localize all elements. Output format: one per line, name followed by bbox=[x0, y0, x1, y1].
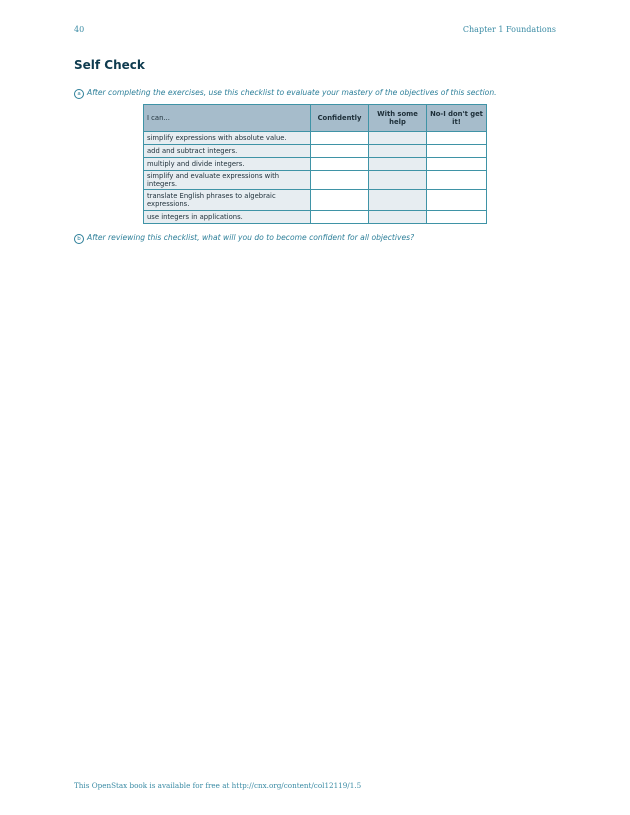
dont-get-it-cell[interactable] bbox=[427, 132, 487, 145]
table-row bbox=[144, 171, 487, 190]
instruction-b-text: After reviewing this checklist, what will you do to become confident for all objectives? bbox=[87, 233, 415, 242]
confidently-cell[interactable] bbox=[311, 158, 369, 171]
confidently-cell[interactable] bbox=[311, 190, 369, 211]
header-i-can: I can... bbox=[144, 105, 311, 132]
objective-label: simplify and evaluate expressions with integers. bbox=[144, 171, 311, 190]
self-check-checklist bbox=[143, 104, 487, 224]
dont-get-it-cell[interactable] bbox=[427, 145, 487, 158]
header-confidently: Confidently bbox=[311, 105, 369, 132]
confidently-cell[interactable] bbox=[311, 211, 369, 224]
confidently-cell[interactable] bbox=[311, 132, 369, 145]
dont-get-it-cell[interactable] bbox=[427, 190, 487, 211]
with-some-help-cell[interactable] bbox=[369, 211, 427, 224]
footer-availability-note: This OpenStax book is available for free at http://cnx.org/content/col12119/1.5 bbox=[74, 781, 362, 790]
circled-b-marker: b bbox=[74, 234, 84, 244]
objective-label: simplify expressions with absolute value. bbox=[144, 132, 311, 145]
dont-get-it-cell[interactable] bbox=[427, 211, 487, 224]
dont-get-it-cell[interactable] bbox=[427, 171, 487, 190]
table-row bbox=[144, 190, 487, 211]
dont-get-it-cell[interactable] bbox=[427, 158, 487, 171]
instruction-a bbox=[74, 88, 497, 99]
with-some-help-cell[interactable] bbox=[369, 158, 427, 171]
with-some-help-cell[interactable] bbox=[369, 190, 427, 211]
objective-label: add and subtract integers. bbox=[144, 145, 311, 158]
objective-label: multiply and divide integers. bbox=[144, 158, 311, 171]
page-number: 40 bbox=[74, 25, 85, 34]
table-row bbox=[144, 145, 487, 158]
header-no-dont-get-it: No-I don't get it! bbox=[427, 105, 487, 132]
objective-label: translate English phrases to algebraic expressions. bbox=[144, 190, 311, 211]
objective-label: use integers in applications. bbox=[144, 211, 311, 224]
header-with-some-help: With some help bbox=[369, 105, 427, 132]
instruction-a-text: After completing the exercises, use this checklist to evaluate your mastery of the objectives of this section. bbox=[87, 88, 497, 97]
chapter-title: Chapter 1 Foundations bbox=[462, 25, 556, 34]
table-row bbox=[144, 158, 487, 171]
section-title: Self Check bbox=[74, 58, 145, 72]
table-row bbox=[144, 211, 487, 224]
with-some-help-cell[interactable] bbox=[369, 145, 427, 158]
confidently-cell[interactable] bbox=[311, 171, 369, 190]
confidently-cell[interactable] bbox=[311, 145, 369, 158]
with-some-help-cell[interactable] bbox=[369, 171, 427, 190]
with-some-help-cell[interactable] bbox=[369, 132, 427, 145]
circled-a-marker: a bbox=[74, 89, 84, 99]
checklist-header-row bbox=[144, 105, 487, 132]
table-row bbox=[144, 132, 487, 145]
instruction-b bbox=[74, 233, 414, 244]
